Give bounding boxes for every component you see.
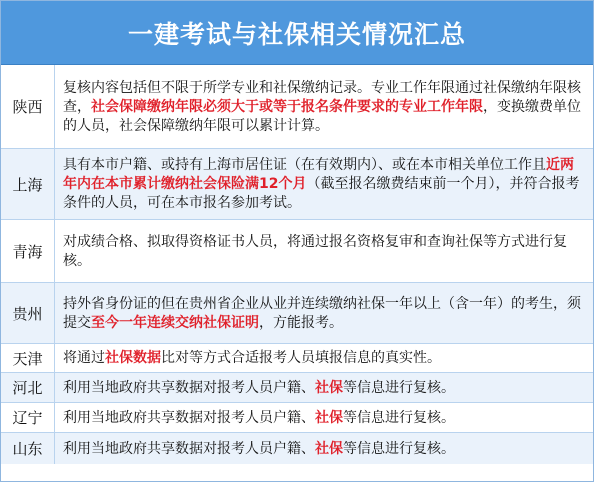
text-segment: 利用当地政府共享数据对报考人员户籍、: [63, 409, 315, 426]
highlighted-text: 至今一年连续交纳社保证明: [91, 314, 259, 331]
text-segment: ，方能报考。: [259, 314, 343, 331]
policy-text: [63, 440, 455, 459]
policy-text: [63, 295, 585, 333]
province-cell: 上海: [1, 149, 55, 220]
policy-text: [63, 379, 455, 398]
highlighted-text: 近两年内在本市累计缴纳社会保险满12个月: [63, 157, 574, 192]
highlighted-text: 社会保障缴纳年限必须大于或等于报名条件要求的专业工作年限: [91, 98, 483, 115]
highlighted-text: 社保数据: [105, 350, 161, 366]
highlighted-text: 社保: [315, 379, 343, 396]
text-segment: 等信息进行复核。: [343, 440, 455, 457]
text-segment: 将通过: [63, 350, 105, 366]
policy-text-cell: [55, 403, 593, 433]
policy-text-cell: [55, 373, 593, 403]
text-segment: 专业工作年限通过社保缴纳年限核查，: [63, 79, 581, 115]
text-segment: 对成绩合格、拟取得资格证书人员，将通过报名资格复审和查询社保等方式进行复核。: [63, 233, 567, 269]
policy-text: [63, 409, 455, 428]
text-segment: （截至报名缴费结束前一个月），并符合报考条件的人员，可在本市报名参加考试。: [63, 176, 580, 211]
highlighted-text: 社保: [315, 409, 343, 426]
province-cell: 陕西: [1, 65, 55, 149]
policy-text: [63, 79, 585, 136]
province-cell: 天津: [1, 344, 55, 373]
text-segment: 持外省身份证的但在贵州省企业从业并连续缴纳社保一年以上（含一年）的考生，须提交: [63, 295, 581, 331]
policy-text: [63, 233, 585, 271]
policy-text: [63, 156, 585, 213]
policy-text-cell: [55, 149, 593, 220]
policy-text-cell: [55, 344, 593, 373]
text-segment: 等信息进行复核。: [343, 409, 455, 426]
text-segment: ，变换缴费单位的人员，社会保障缴纳年限可以累计计算。: [63, 98, 581, 134]
text-segment: 复核内容包括但不限于所学专业和社保缴纳记录。: [63, 79, 371, 96]
province-cell: 贵州: [1, 283, 55, 344]
text-segment: 利用当地政府共享数据对报考人员户籍、: [63, 379, 315, 396]
highlighted-text: 社保: [315, 440, 343, 457]
text-segment: 等信息进行复核。: [343, 379, 455, 396]
text-segment: 比对等方式合适报考人员填报信息的真实性。: [161, 350, 441, 366]
province-cell: 青海: [1, 220, 55, 283]
summary-table: [1, 65, 593, 464]
policy-text-cell: [55, 433, 593, 464]
policy-text-cell: [55, 283, 593, 344]
policy-text: [63, 349, 441, 368]
table-title: 一建考试与社保相关情况汇总: [1, 1, 593, 65]
text-segment: 具有本市户籍、或持有上海市居住证（在有效期内）、或在本市相关单位工作且: [63, 157, 546, 173]
province-cell: 河北: [1, 373, 55, 403]
province-cell: 辽宁: [1, 403, 55, 433]
policy-text-cell: [55, 220, 593, 283]
province-cell: 山东: [1, 433, 55, 464]
policy-text-cell: [55, 65, 593, 149]
text-segment: 利用当地政府共享数据对报考人员户籍、: [63, 440, 315, 457]
